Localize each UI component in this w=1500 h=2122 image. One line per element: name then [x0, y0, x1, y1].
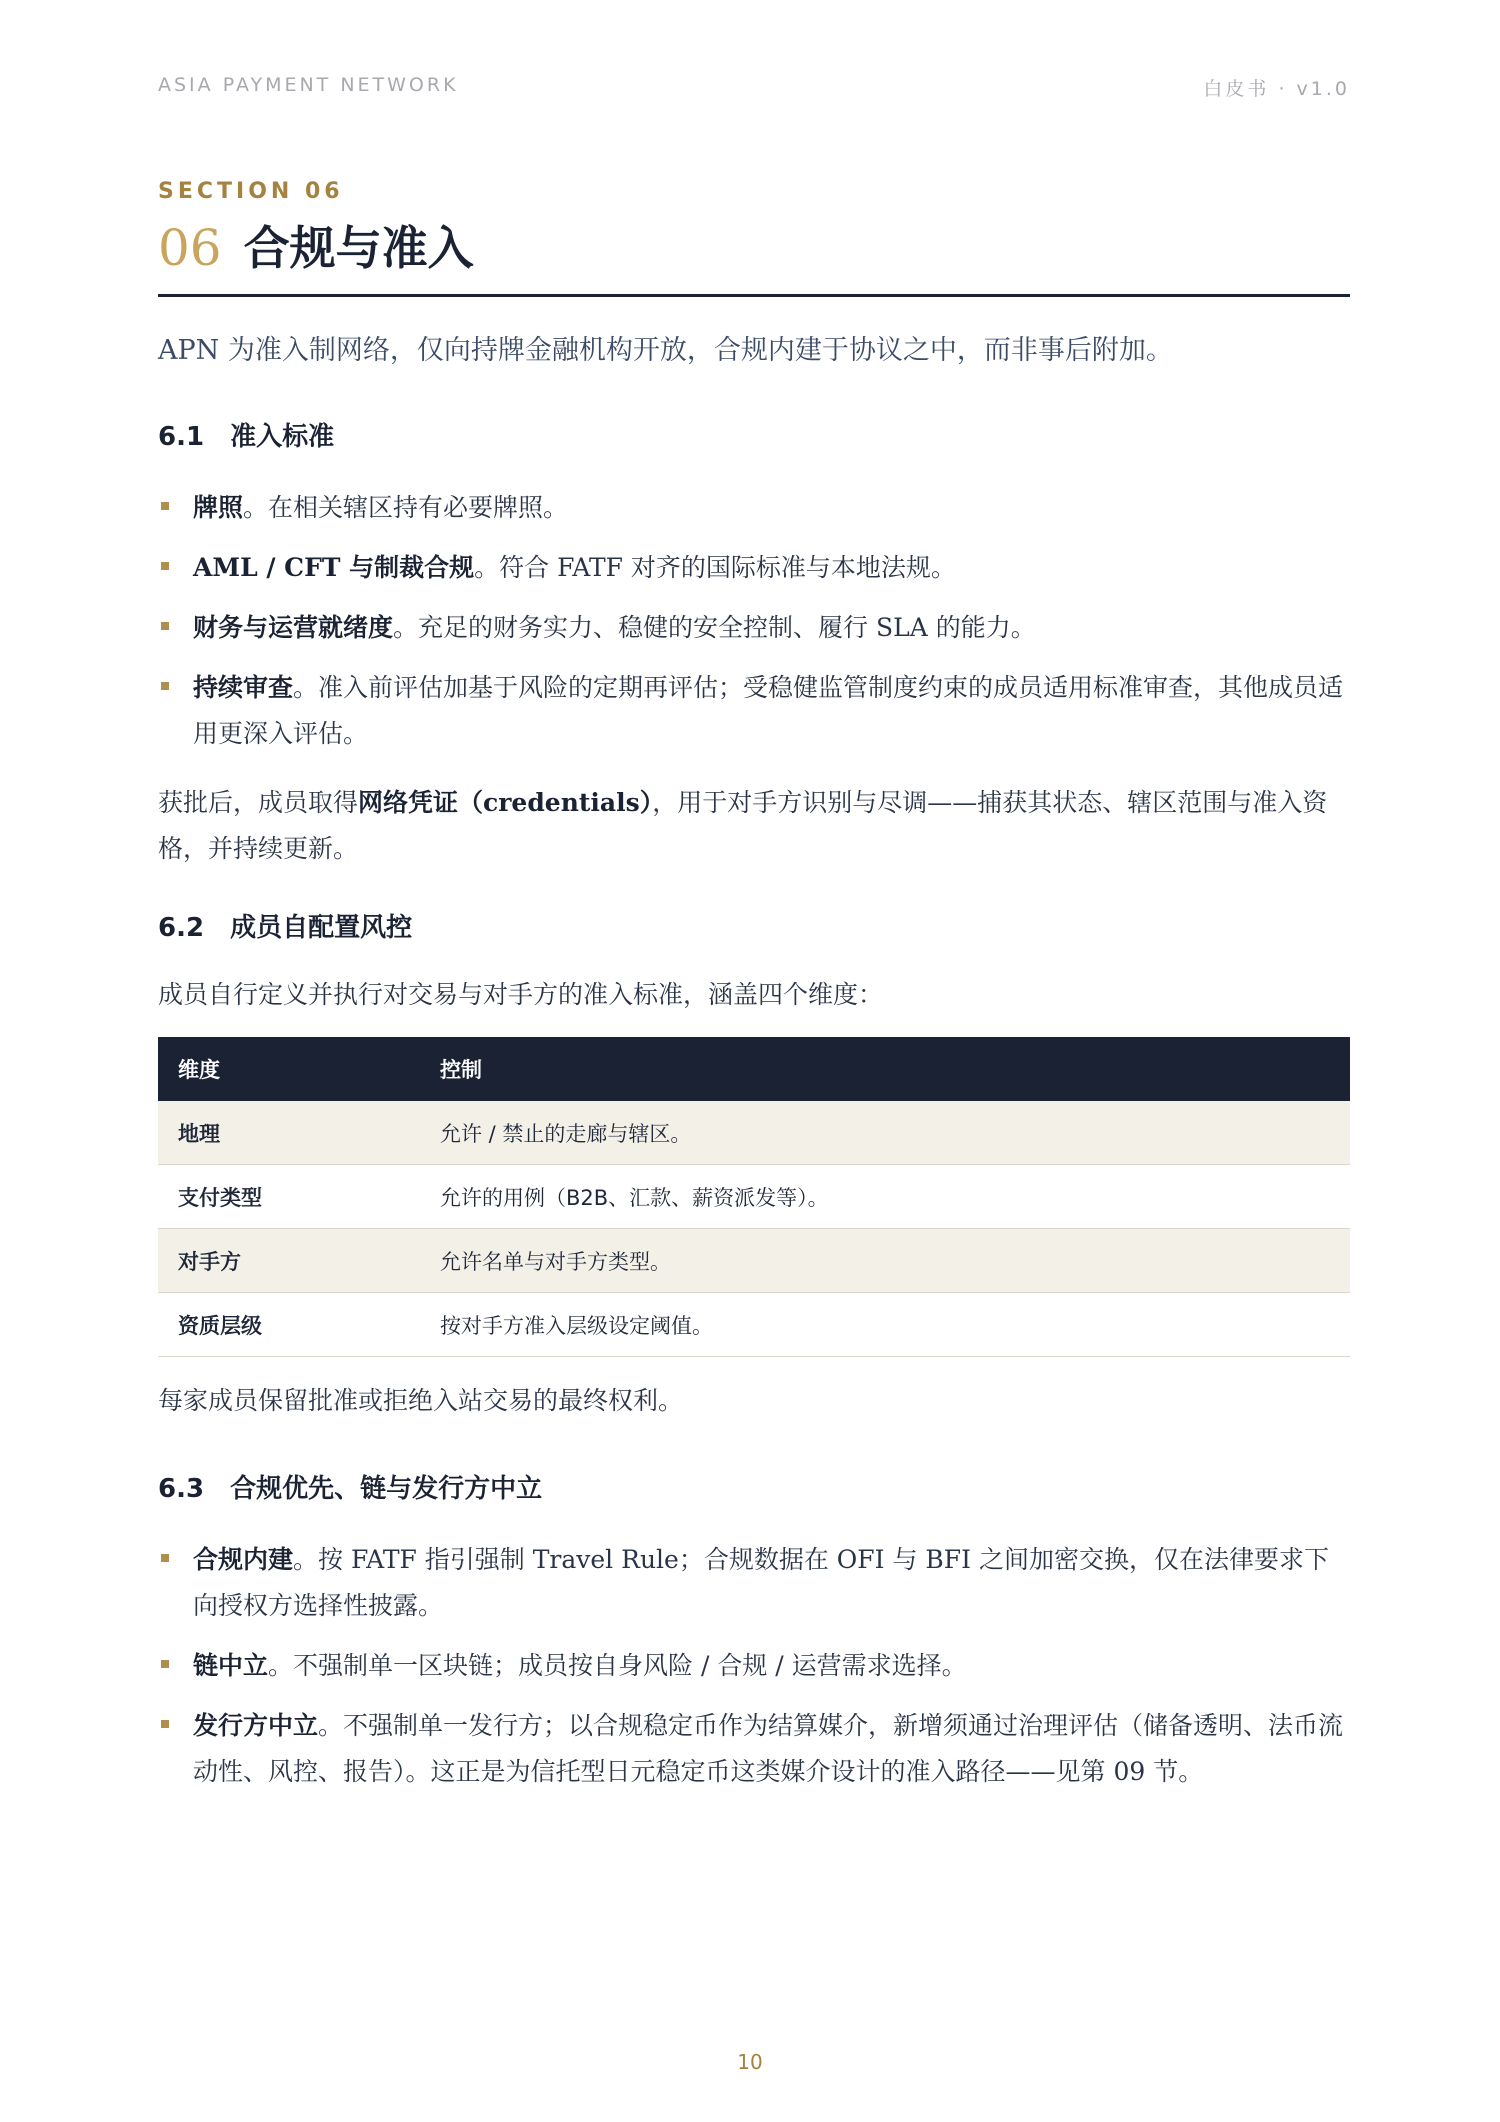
para-bold-term: 网络凭证（credentials）: [358, 788, 653, 817]
bullet-square-icon: [161, 502, 169, 510]
bullet-square-icon: [161, 622, 169, 630]
list-item-text: 。不强制单一区块链；成员按自身风险 / 合规 / 运营需求选择。: [268, 1651, 967, 1680]
column-header-control: 控制: [420, 1037, 1350, 1101]
list-item-text: 。准入前评估加基于风险的定期再评估；受稳健监管制度约束的成员适用标准审查，其他成员适用更深入评估。: [193, 673, 1344, 748]
credentials-paragraph: [158, 780, 1350, 872]
table-header-row: [158, 1037, 1350, 1101]
list-item: [158, 485, 1350, 531]
subsection-title: 合规优先、链与发行方中立: [230, 1474, 543, 1504]
table-row: [158, 1229, 1350, 1293]
list-item-term: 财务与运营就绪度: [193, 613, 394, 642]
subsection-number: 6.1: [158, 422, 205, 452]
list-item-term: 合规内建: [193, 1545, 294, 1574]
list-item: [158, 545, 1350, 591]
cell-dimension: 资质层级: [158, 1293, 420, 1357]
header-left: ASIA PAYMENT NETWORK: [158, 74, 459, 96]
section-kicker: SECTION 06: [158, 179, 344, 204]
table-row: [158, 1165, 1350, 1229]
bullet-square-icon: [161, 1660, 169, 1668]
list-item-text: 。按 FATF 指引强制 Travel Rule；合规数据在 OFI 与 BFI 之间加密交换，仅在法律要求下向授权方选择性披露。: [193, 1545, 1329, 1620]
subsection-heading-6-3: [158, 1471, 542, 1507]
risk-control-intro: 成员自行定义并执行对交易与对手方的准入标准，涵盖四个维度：: [158, 980, 884, 1009]
subsection-number: 6.2: [158, 913, 205, 943]
cell-dimension: 支付类型: [158, 1165, 420, 1229]
table-row: [158, 1293, 1350, 1357]
list-item: [158, 1643, 1350, 1689]
list-item-text: 。充足的财务实力、稳健的安全控制、履行 SLA 的能力。: [393, 613, 1036, 642]
para-text: 获批后，成员取得: [158, 788, 359, 817]
section-number: 06: [158, 219, 222, 277]
section-title: 合规与准入: [243, 221, 474, 275]
cell-dimension: 对手方: [158, 1229, 420, 1293]
column-header-dimension: 维度: [158, 1037, 420, 1101]
cell-control: 允许的用例（B2B、汇款、薪资派发等）。: [420, 1165, 1350, 1229]
section-lead: APN 为准入制网络，仅向持牌金融机构开放，合规内建于协议之中，而非事后附加。: [158, 335, 1173, 366]
table-row: [158, 1101, 1350, 1165]
list-item: [158, 1537, 1350, 1629]
running-header: [158, 74, 1350, 101]
list-item-term: 链中立: [193, 1651, 269, 1680]
page-number: 10: [737, 2050, 763, 2074]
header-right: 白皮书 · v1.0: [1203, 78, 1350, 100]
list-item-term: 持续审查: [193, 673, 294, 702]
list-item: [158, 605, 1350, 651]
admission-criteria-list: [158, 485, 1350, 771]
subsection-title: 准入标准: [230, 422, 335, 452]
para-text: ，用于对手方识别与尽调——捕获其状态、辖区范围与准入资格，并持续更新。: [158, 788, 1328, 863]
subsection-number: 6.3: [158, 1474, 205, 1504]
list-item-text: 。在相关辖区持有必要牌照。: [243, 493, 569, 522]
list-item-term: 牌照: [193, 493, 244, 522]
section-heading: [158, 218, 1350, 297]
cell-control: 允许名单与对手方类型。: [420, 1229, 1350, 1293]
risk-control-table: [158, 1037, 1350, 1357]
list-item: [158, 665, 1350, 757]
list-item-text: 。不强制单一发行方；以合规稳定币作为结算媒介，新增须通过治理评估（储备透明、法币流动性、风控、报告）。这正是为信托型日元稳定币这类媒介设计的准入路径——见第 09 节。: [193, 1711, 1344, 1786]
bullet-square-icon: [161, 1720, 169, 1728]
cell-control: 允许 / 禁止的走廊与辖区。: [420, 1101, 1350, 1165]
list-item: [158, 1703, 1350, 1795]
cell-dimension: 地理: [158, 1101, 420, 1165]
bullet-square-icon: [161, 682, 169, 690]
subsection-title: 成员自配置风控: [230, 913, 413, 943]
list-item-term: AML / CFT 与制裁合规: [193, 553, 475, 582]
bullet-square-icon: [161, 562, 169, 570]
list-item-term: 发行方中立: [193, 1711, 319, 1740]
final-right-paragraph: 每家成员保留批准或拒绝入站交易的最终权利。: [158, 1386, 684, 1415]
subsection-heading-6-1: [158, 419, 334, 455]
cell-control: 按对手方准入层级设定阈值。: [420, 1293, 1350, 1357]
list-item-text: 。符合 FATF 对齐的国际标准与本地法规。: [474, 553, 956, 582]
bullet-square-icon: [161, 1554, 169, 1562]
neutrality-list: [158, 1537, 1350, 1809]
subsection-heading-6-2: [158, 910, 412, 946]
